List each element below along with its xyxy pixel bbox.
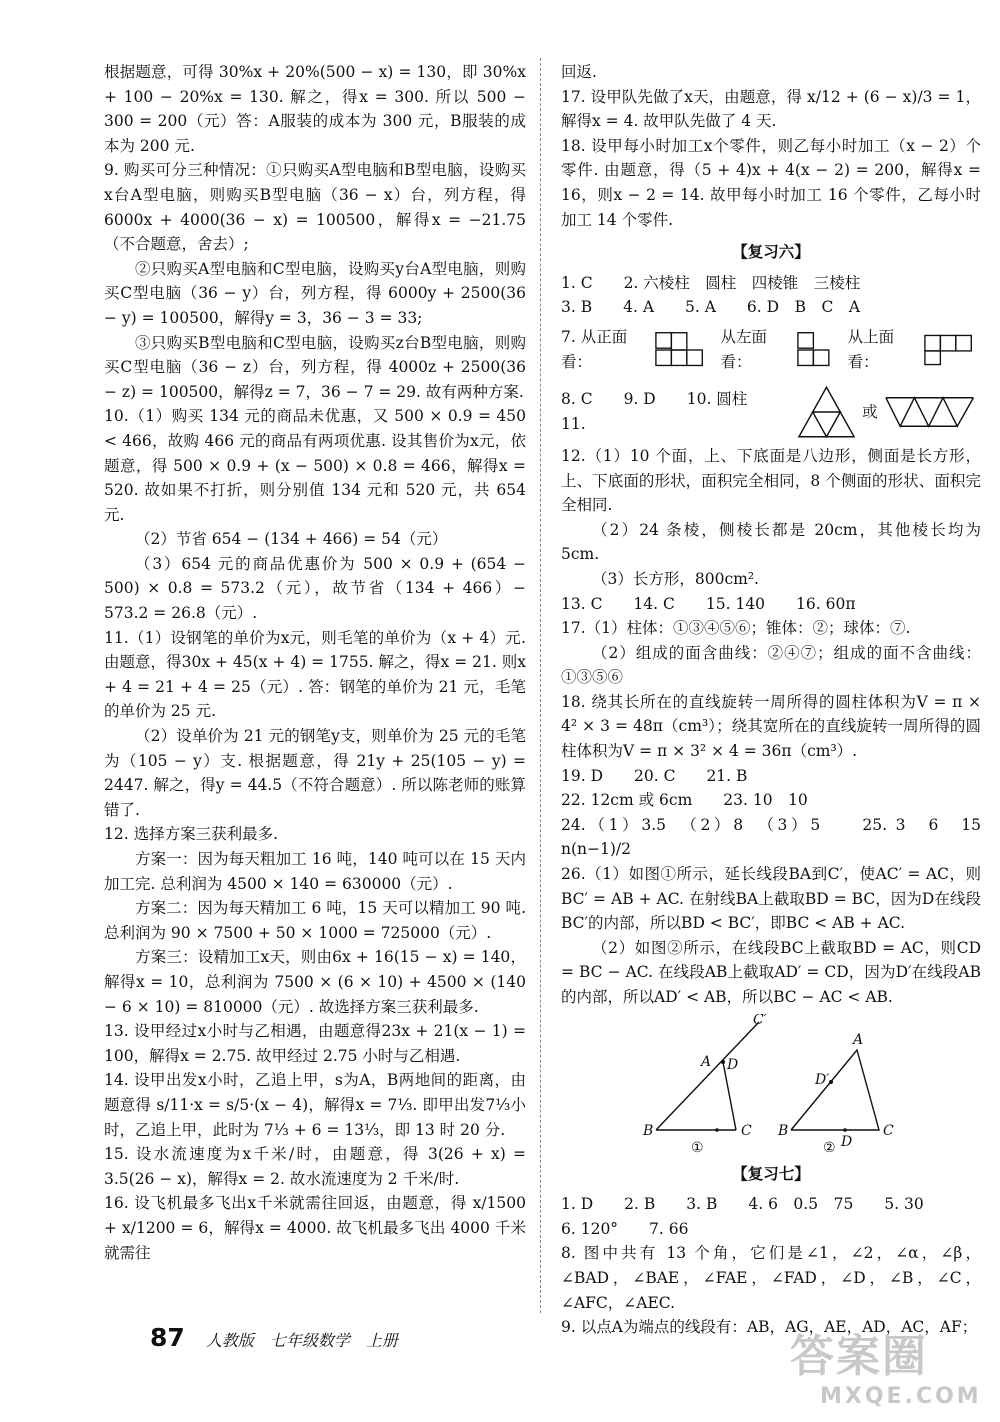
ans-11-1: 11.（1）设钢笔的单价为x元，则毛笔的单价为（x + 4）元. 由题意，得30x + 45(x + 4) = 1755. 解之，得x = 21. 则x + 4 = 21 + 4 = 25（元）. 答：钢笔的单价为 21 元，毛笔的单价为 25 元. [104, 628, 526, 721]
ans-18: 18. 设甲每小时加工x个零件，则乙每小时加工（x − 2）个零件. 由题意，得（5 + 4)x + 4(x − 2) = 200，解得x = 16，则x − 2 = 14. 故甲每小时加工 16 个零件，乙每小时加工 14 个零件. [561, 136, 981, 229]
left-view-figure [797, 330, 832, 370]
fig1-label-C: C [741, 1122, 752, 1139]
right-column [561, 60, 997, 1340]
ans-13: 13. 设甲经过x小时与乙相遇，由题意得23x + 21(x − 1) = 100，解得x = 2.75. 故甲经过 2.75 小时与乙相遇. [104, 1022, 526, 1065]
ans-r6-26-2: （2）如图②所示，在线段BC上截取BD = AC，则CD = BC − AC. 在线段AB上截取AD′ = CD，因为D′在线段AB的内部，所以AD′ < AB，所以BC − AC < AB. [561, 938, 981, 1006]
r7-row-2: 6. 120° 7. 66 [561, 1219, 689, 1238]
r6-q7-views [561, 320, 981, 380]
ans-8-cont: 根据题意，可得 30%x + 20%(500 − x) = 130，即 30%x + 100 − 20%x = 130. 解之，得x = 300. 所以 500 − 300 = 200（元）答：A服装的成本为 300 元，B服装的成本为 200 元. [104, 63, 526, 155]
ans-r6-13-16: 13. C 14. C 15. 140 16. 60π [561, 594, 856, 613]
r6-q8-11 [561, 380, 981, 444]
ans-r6-19-21: 19. D 20. C 21. B [561, 766, 748, 785]
triangle-net-figure-1 [797, 384, 856, 440]
q8-11-text: 8. C 9. D 10. 圆柱 11. [561, 390, 779, 433]
ans-10-1: 10.（1）购买 134 元的商品未优惠，又 500 × 0.9 = 450 < 466，故购 466 元的商品有两项优惠. 设其售价为x元，依题意，得 500 × 0.9 + (x − 500) × 0.8 = 466，解得x = 520. 故如果不打折，则分别值 134 元和 520 元，共 654 元. [104, 407, 526, 524]
ans-r6-22-23: 22. 12cm 或 6cm 23. 10 10 [561, 791, 808, 810]
ans-12-plan3: 方案三：设精加工x天，则由6x + 16(15 − x) = 140，解得x = 10，总利润为 7500 × (6 × 10) + 4500 × (140 − 6 × 10) = 810000（元）. 故选择方案三获利最多. [104, 948, 526, 1016]
page-number: 87 [150, 1323, 185, 1352]
ans-10-3: （3）654 元的商品优惠价为 500 × 0.9 + (654 − 500) × 0.8 = 573.2（元），故节省（134 + 466）− 573.2 = 26.8（元）. [104, 554, 526, 623]
book-title: 人教版 七年级数学 上册 [205, 1331, 398, 1350]
ans-10-2: （2）节省 654 − (134 + 466) = 54（元） [135, 530, 448, 549]
triangle-net-figure-2 [884, 395, 975, 429]
fig1-label-C-prime: C′ [753, 1013, 767, 1028]
ans-9: 9. 购买可分三种情况：①只购买A型电脑和B型电脑，设购买x台A型电脑，则购买B型电脑（36 − x）台，列方程，得 6000x + 4000(36 − x) = 100500，解得x = −21.75（不合题意，舍去）; [104, 161, 526, 254]
fig2-label-D-prime: D′ [815, 1071, 830, 1088]
ans-12-plan2: 方案二：因为每天精加工 6 吨，15 天可以精加工 90 吨. 总利润为 90 × 7500 + 50 × 1000 = 725000（元）. [104, 899, 526, 942]
fig1-label-A: A [701, 1053, 712, 1070]
ans-12-plan1: 方案一：因为每天粗加工 16 吨，140 吨可以在 15 天内加工完. 总利润为 4500 × 140 = 630000（元）. [104, 850, 526, 893]
column-divider [540, 58, 541, 1313]
ans-15: 15. 设水流速度为x千米/时，由题意，得 3(26 + x) = 3.5(26 − x)，解得x = 2. 故水流速度为 2 千米/时. [104, 1145, 526, 1188]
review-6-title: 【复习六】 [732, 243, 810, 262]
r6-row-2: 3. B 4. A 5. A 6. D B C A [561, 298, 861, 317]
ans-r6-12-1: 12.（1）10 个面，上、下底面是八边形，侧面是长方形，上、下底面的形状，面积完全相同，8 个侧面的形状、面积完全相同. [561, 446, 981, 515]
r7-q9: 9. 以点A为端点的线段有：AB，AG，AE，AD，AC，AF； [561, 1318, 978, 1337]
watermark-logo-text: 答案圈 [790, 1331, 928, 1382]
ans-11-2: （2）设单价为 21 元的钢笔y支，则单价为 25 元的毛笔为（105 − y）支. 根据题意，得 21y + 25(105 − y) = 2447. 解之，得y = 44.5（不符合题意）. 所以陈老师的账算错了. [104, 727, 526, 819]
ans-r6-26-1: 26.（1）如图①所示，延长线段BA到C′，使AC′ = AC，则BC′ = AB + AC. 在射线BA上截取BD = BC，因为D在线段BC′的内部，所以BD < BC′，即BC < AB + AC. [561, 865, 981, 933]
ans-12: 12. 选择方案三获利最多. [104, 825, 279, 844]
fig2-label-D: D [841, 1133, 853, 1150]
fig1-number: ① [691, 1139, 704, 1154]
ans-r6-17-2: （2）组成的面含曲线：②④⑦；组成的面不含曲线：①③⑤⑥ [561, 643, 981, 687]
ans-r6-12-3: （3）长方形，800cm². [592, 569, 759, 588]
front-view-label: 7. 从正面看： [561, 328, 628, 371]
fig2-label-B: B [778, 1122, 789, 1139]
r7-q8: 8. 图中共有 13 个角，它们是∠1，∠2，∠α，∠β，∠BAD，∠BAE，∠FAE，∠FAD，∠D，∠B，∠C，∠AFC，∠AEC. [561, 1244, 981, 1312]
r6-row-1: 1. C 2. 六棱柱 圆柱 四棱锥 三棱柱 [561, 273, 861, 292]
top-view-figure [924, 330, 975, 370]
left-view-label: 从左面看： [720, 328, 768, 371]
review-7-title: 【复习七】 [732, 1164, 810, 1183]
page-footer [150, 1323, 398, 1352]
front-view-figure [655, 330, 704, 370]
top-view-label: 从上面看： [847, 328, 895, 371]
fig2-label-C: C [883, 1122, 894, 1139]
q26-figures [561, 1014, 981, 1154]
or-label: 或 [862, 402, 878, 421]
ans-r6-18: 18. 绕其长所在的直线旋转一周所得的圆柱体积为V = π × 4² × 3 = 48π（cm³）；绕其宽所在的直线旋转一周所得的圆柱体积为V = π × 3² × 4 = 36π（cm³）. [561, 692, 981, 761]
left-column [104, 60, 526, 1265]
watermark-url: MXQE.COM [820, 1384, 982, 1409]
ans-16-cont: 回返. [561, 63, 597, 81]
r7-row-1: 1. D 2. B 3. B 4. 6 0.5 75 5. 30 [561, 1195, 924, 1214]
fig1-label-D: D [727, 1056, 739, 1073]
ans-17: 17. 设甲队先做了x天，由题意，得 x/12 + (6 − x)/3 = 1，解得x = 4. 故甲队先做了 4 天. [561, 87, 981, 131]
ans-14: 14. 设甲出发x小时，乙追上甲，s为A，B两地间的距离，由题意得 s/11·x = s/5·(x − 4)，解得x = 7⅓. 即甲出发7⅓小时，乙追上甲，此时为 7⅓ + 6 = 13⅓，即 13 时 20 分. [104, 1071, 526, 1139]
ans-r6-24-25: 24.（1）3.5 （2）8 （3）5 25. 3 6 15 n(n−1)/2 [561, 815, 997, 859]
ans-r6-12-2: （2）24 条棱，侧棱长都是 20cm，其他棱长均为 5cm. [561, 520, 981, 564]
ans-16: 16. 设飞机最多飞出x千米就需往回返，由题意，得 x/1500 + x/1200 = 6，解得x = 4000. 故飞机最多飞出 4000 千米就需往 [104, 1194, 526, 1262]
ans-r6-17-1: 17.（1）柱体：①③④⑤⑥；锥体：②；球体：⑦. [561, 619, 911, 638]
watermark [790, 1320, 982, 1409]
fig2-number: ② [823, 1139, 836, 1154]
ans-9-case3: ③只购买B型电脑和C型电脑，设购买z台B型电脑，则购买C型电脑（36 − z）台，列方程，得 4000z + 2500(36 − z) = 100500，解得z = 7，36 − 7 = 29. 故有两种方案. [104, 333, 526, 401]
ans-9-case2: ②只购买A型电脑和C型电脑，设购买y台A型电脑，则购买C型电脑（36 − y）台，列方程，得 6000y + 2500(36 − y) = 100500，解得y = 3，36 − 3 = 33; [104, 259, 526, 327]
fig2-label-A: A [853, 1031, 864, 1048]
fig1-label-B: B [643, 1122, 654, 1139]
